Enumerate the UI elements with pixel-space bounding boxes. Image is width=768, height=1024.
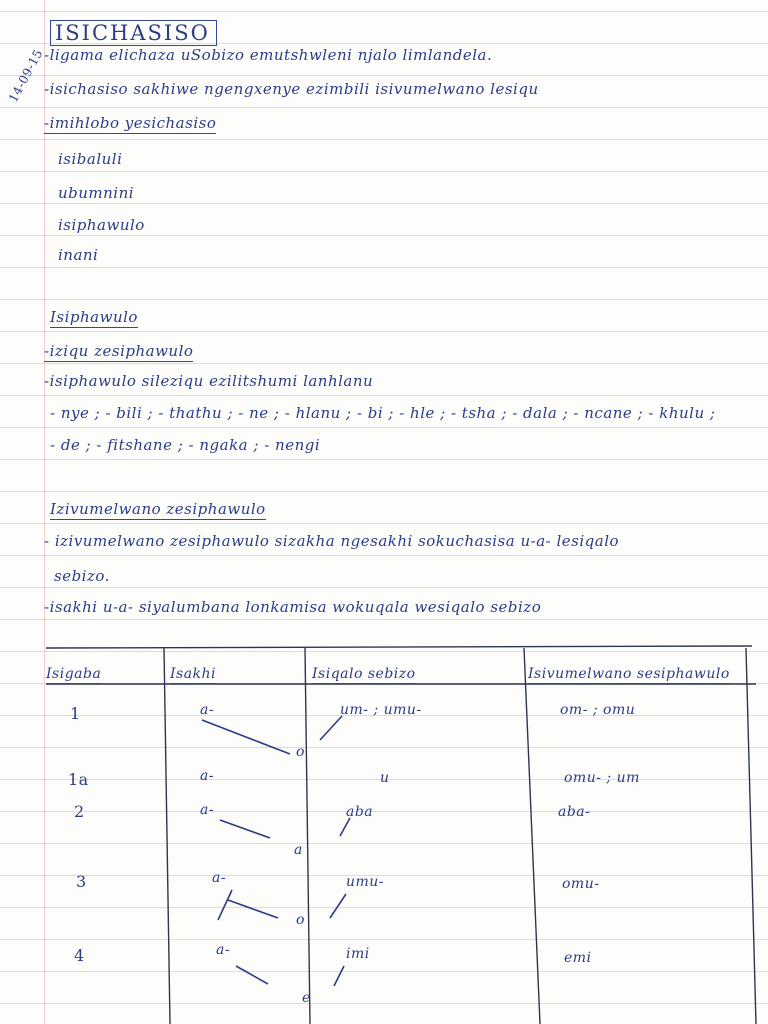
- table-cell-siqalo: imi: [346, 946, 370, 962]
- table-cell-vumelwano: aba-: [558, 804, 591, 820]
- table-cell-siqalo: u: [380, 770, 390, 786]
- table-cell-vumelwano: omu-: [562, 876, 600, 892]
- table-cell-sakhi: a-: [216, 942, 231, 958]
- page-title: ISICHASISO: [50, 20, 217, 46]
- types-heading: -imihlobo yesichasiso: [44, 114, 217, 132]
- table-cell-vumelwano: omu- ; um: [564, 770, 640, 786]
- section1-subheading-text: -iziqu zesiphawulo: [44, 342, 194, 360]
- table-cell-sakhi: a-: [212, 870, 227, 886]
- table-header-isivumelwano: Isivumelwano sesiphawulo: [528, 666, 730, 682]
- table-cell-vumelwano: emi: [564, 950, 592, 966]
- table-cell-merge: a: [294, 842, 303, 858]
- table-cell-class: 4: [74, 946, 85, 965]
- stems-line-1: - nye ; - bili ; - thathu ; - ne ; - hlanu ; - bi ; - hle ; - tsha ; - dala ; - ncane ; - khulu ;: [50, 404, 716, 422]
- table-cell-siqalo: umu-: [346, 874, 385, 890]
- table-cell-merge: o: [296, 912, 305, 928]
- section2-line-2: -isakhi u-a- siyalumbana lonkamisa wokuqala wesiqalo sebizo: [44, 598, 542, 616]
- section1-heading: Isiphawulo: [50, 308, 138, 326]
- stems-line-2: - de ; - fitshane ; - ngaka ; - nengi: [50, 436, 321, 454]
- type-item: isibaluli: [58, 150, 123, 168]
- table-cell-sakhi: a-: [200, 802, 215, 818]
- table-cell-class: 1a: [68, 770, 89, 789]
- type-item: inani: [58, 246, 99, 264]
- date: 14-09-15: [6, 46, 46, 105]
- section2-heading: Izivumelwano zesiphawulo: [50, 500, 266, 518]
- table-cell-merge: e: [302, 990, 311, 1006]
- table-cell-vumelwano: om- ; omu: [560, 702, 636, 718]
- section1-line: -isiphawulo sileziqu ezilitshumi lanhlanu: [44, 372, 374, 390]
- section2-line-1b: sebizo.: [54, 567, 110, 585]
- section2-line-1: - izivumelwano zesiphawulo sizakha ngesakhi sokuchasisa u-a- lesiqalo: [44, 532, 620, 550]
- table-header-isakhi: Isakhi: [170, 666, 217, 682]
- type-item: ubumnini: [58, 184, 135, 202]
- table-cell-class: 1: [70, 704, 81, 723]
- table-header-isigaba: Isigaba: [46, 666, 102, 682]
- table-header-isiqalo: Isiqalo sebizo: [312, 666, 416, 682]
- table-cell-class: 2: [74, 802, 85, 821]
- table-cell-sakhi: a-: [200, 702, 215, 718]
- table-cell-sakhi: a-: [200, 768, 215, 784]
- table-cell-merge: o: [296, 744, 305, 760]
- table-cell-class: 3: [76, 872, 87, 891]
- type-item: isiphawulo: [58, 216, 145, 234]
- intro-line-2: -isichasiso sakhiwe ngengxenye ezimbili isivumelwano lesiqu: [44, 80, 539, 98]
- intro-line-1: -ligama elichaza uSobizo emutshwleni njalo limlandela.: [44, 46, 493, 64]
- table-cell-siqalo: um- ; umu-: [340, 702, 422, 718]
- table-cell-siqalo: aba: [346, 804, 374, 820]
